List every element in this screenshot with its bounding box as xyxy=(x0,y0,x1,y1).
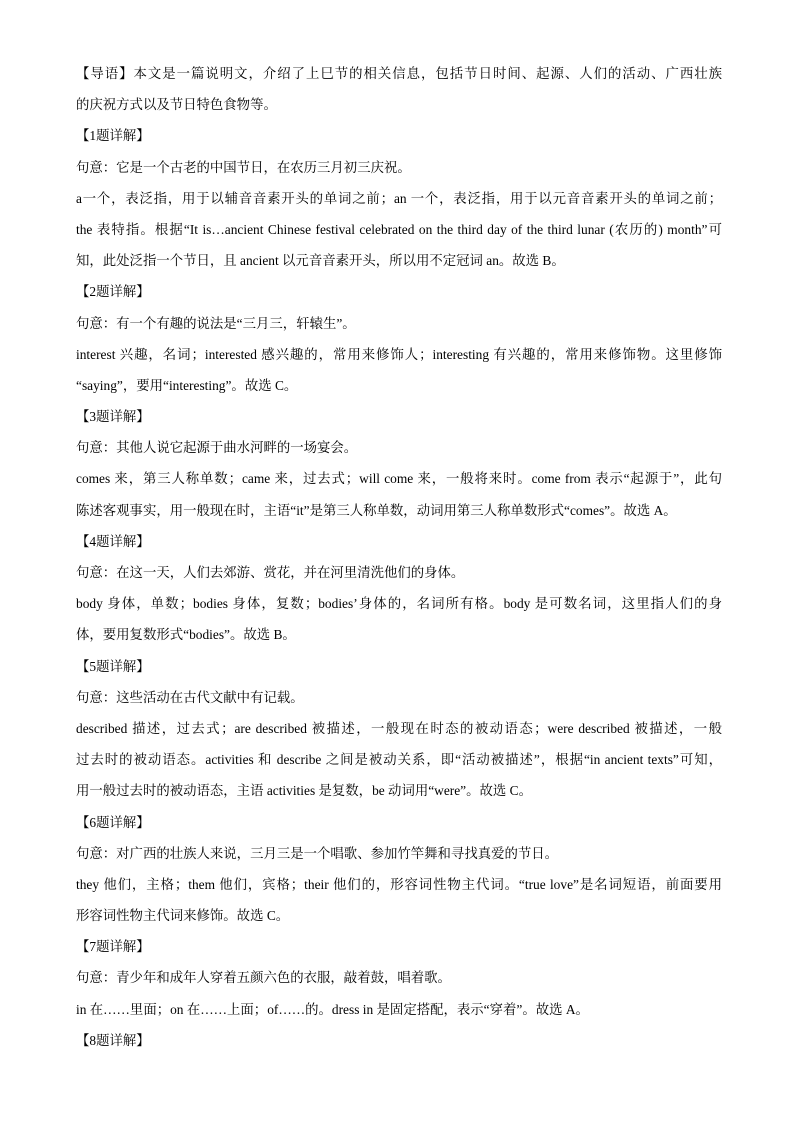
item-1-line-2: a一个，表泛指，用于以辅音音素开头的单词之前；an 一个，表泛指，用于以元音音素开头的单词之前； xyxy=(76,190,722,206)
item-5-line-4: 用一般过去时的被动语态，主语 activities 是复数，be 动词用“were”。故选 C。 xyxy=(76,783,532,799)
document-page xyxy=(76,58,722,1056)
item-6-line-1: 句意：对广西的壮族人来说，三月三是一个唱歌、参加竹竿舞和寻找真爱的节日。 xyxy=(76,845,559,861)
item-2-line-2: interest 兴趣，名词；interested 感兴趣的，常用来修饰人；interesting 有兴趣的，常用来修饰物。这里修饰 xyxy=(76,346,722,362)
item-5-line-3: 过去时的被动语态。activities 和 describe 之间是被动关系，即“活动被描述”，根据“in ancient texts”可知， xyxy=(76,752,722,768)
item-6-line-3: 形容词性物主代词来修饰。故选 C。 xyxy=(76,908,290,924)
item-5-heading: 【5题详解】 xyxy=(76,658,150,674)
item-7-line-1: 句意：青少年和成年人穿着五颜六色的衣服，敲着鼓，唱着歌。 xyxy=(76,970,451,986)
item-3-line-2: comes 来，第三人称单数；came 来，过去式；will come 来，一般将来时。come from 表示“起源于”，此句 xyxy=(76,471,722,487)
item-6-heading: 【6题详解】 xyxy=(76,814,150,830)
item-2-heading: 【2题详解】 xyxy=(76,284,150,300)
item-8-heading: 【8题详解】 xyxy=(76,1032,150,1048)
item-4-line-2: body 身体，单数；bodies 身体，复数；bodies’身体的，名词所有格。body 是可数名词，这里指人们的身 xyxy=(76,596,722,612)
item-5-line-1: 句意：这些活动在古代文献中有记载。 xyxy=(76,689,304,705)
item-5-line-2: described 描述，过去式；are described 被描述，一般现在时态的被动语态；were described 被描述，一般 xyxy=(76,720,722,736)
item-1-heading: 【1题详解】 xyxy=(76,128,150,144)
item-2-line-1: 句意：有一个有趣的说法是“三月三，轩辕生”。 xyxy=(76,315,356,331)
item-4-line-3: 体，要用复数形式“bodies”。故选 B。 xyxy=(76,627,296,643)
item-1-line-3: the 表特指。根据“It is…ancient Chinese festival celebrated on the third day of the third lunar (农历的) month”可 xyxy=(76,221,722,237)
item-7-heading: 【7题详解】 xyxy=(76,939,150,955)
item-3-heading: 【3题详解】 xyxy=(76,409,150,425)
item-1-line-4: 知，此处泛指一个节日，且 ancient 以元音音素开头，所以用不定冠词 an。故选 B。 xyxy=(76,253,565,269)
item-4-line-1: 句意：在这一天，人们去郊游、赏花，并在河里清洗他们的身体。 xyxy=(76,565,465,580)
item-2-line-3: “saying”，要用“interesting”。故选 C。 xyxy=(76,377,298,393)
item-3-line-3: 陈述客观事实，用一般现在时，主语“it”是第三人称单数，动词用第三人称单数形式“comes”。故选 A。 xyxy=(76,502,677,518)
item-7-line-2: in 在……里面；on 在……上面；of……的。dress in 是固定搭配，表示“穿着”。故选 A。 xyxy=(76,1001,589,1017)
intro-line-2: 的庆祝方式以及节日特色食物等。 xyxy=(76,97,277,113)
item-3-line-1: 句意：其他人说它起源于曲水河畔的一场宴会。 xyxy=(76,440,358,456)
item-6-line-2: they 他们，主格；them 他们，宾格；their 他们的，形容词性物主代词。“true love”是名词短语，前面要用 xyxy=(76,876,722,892)
item-4-heading: 【4题详解】 xyxy=(76,533,150,549)
item-1-line-1: 句意：它是一个古老的中国节日，在农历三月初三庆祝。 xyxy=(76,159,411,175)
intro-line-1: 【导语】本文是一篇说明文，介绍了上巳节的相关信息，包括节日时间、起源、人们的活动、广西壮族 xyxy=(76,66,722,81)
